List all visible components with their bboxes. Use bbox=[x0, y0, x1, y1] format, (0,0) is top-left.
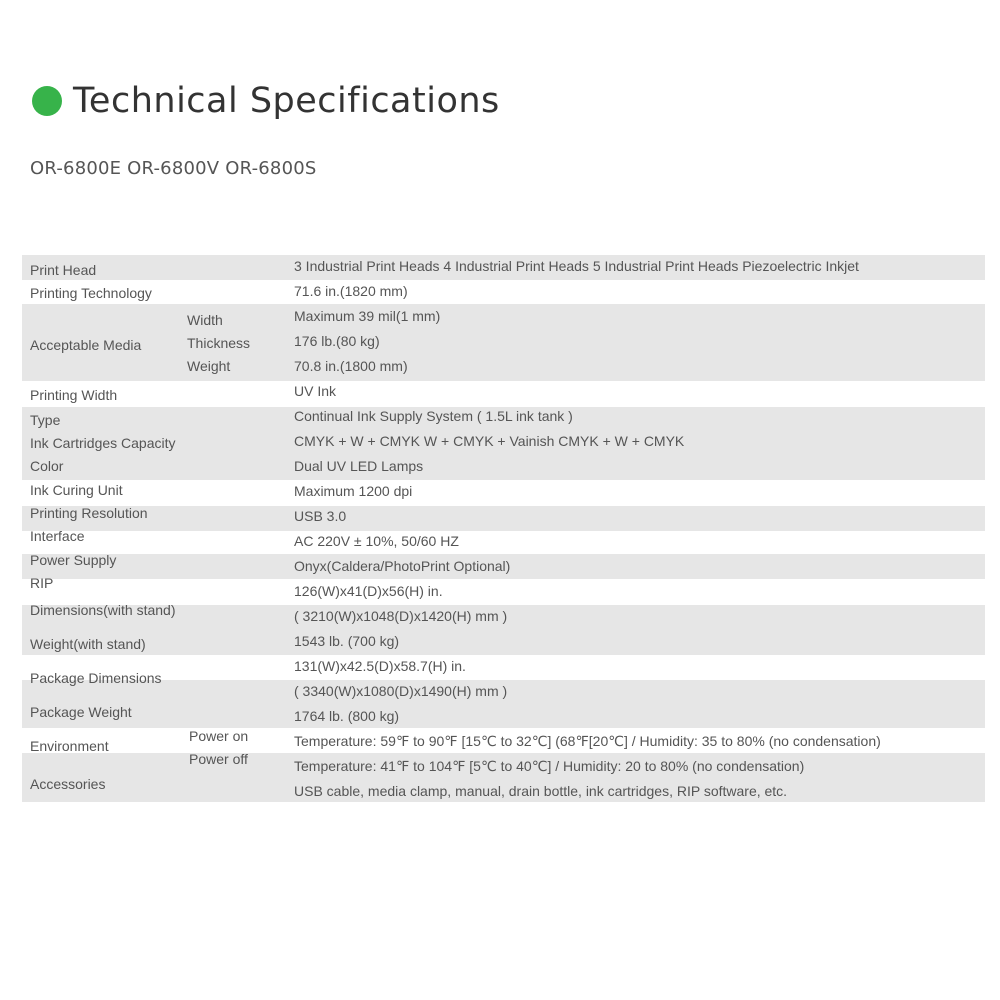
value-row: 70.8 in.(1800 mm) bbox=[294, 358, 408, 374]
label-acceptable-media: Acceptable Media bbox=[30, 337, 142, 353]
value-row: 176 lb.(80 kg) bbox=[294, 333, 380, 349]
value-row: ( 3210(W)x1048(D)x1420(H) mm ) bbox=[294, 608, 508, 624]
value-row: 131(W)x42.5(D)x58.7(H) in. bbox=[294, 658, 466, 674]
label-environment: Environment bbox=[30, 738, 109, 754]
label-package-dimensions: Package Dimensions bbox=[30, 670, 162, 686]
label-media-width: Width bbox=[187, 312, 223, 328]
title-bullet-dot bbox=[32, 86, 62, 116]
label-ink-cartridges-capacity: Ink Cartridges Capacity bbox=[30, 435, 176, 451]
label-ink-curing-unit: Ink Curing Unit bbox=[30, 482, 123, 498]
label-power-supply: Power Supply bbox=[30, 552, 117, 568]
label-printing-width: Printing Width bbox=[30, 387, 118, 403]
value-row: USB 3.0 bbox=[294, 508, 347, 524]
value-row: 1764 lb. (800 kg) bbox=[294, 708, 400, 724]
row-band-printing-resolution bbox=[22, 506, 985, 531]
row-band-acceptable-media bbox=[22, 304, 985, 381]
label-power-on: Power on bbox=[189, 728, 249, 744]
value-row: 1543 lb. (700 kg) bbox=[294, 633, 400, 649]
value-row: Maximum 39 mil(1 mm) bbox=[294, 308, 441, 324]
label-weight-with-stand: Weight(with stand) bbox=[30, 636, 146, 652]
value-row: 71.6 in.(1820 mm) bbox=[294, 283, 408, 299]
value-row: USB cable, media clamp, manual, drain bottle, ink cartridges, RIP software, etc. bbox=[294, 783, 788, 799]
value-row: Dual UV LED Lamps bbox=[294, 458, 424, 474]
value-row: Continual Ink Supply System ( 1.5L ink tank ) bbox=[294, 408, 573, 424]
label-printing-resolution: Printing Resolution bbox=[30, 505, 148, 521]
label-media-thickness: Thickness bbox=[187, 335, 251, 351]
value-row: Temperature: 59℉ to 90℉ [15℃ to 32℃] (68℉[20℃] / Humidity: 35 to 80% (no condensation) bbox=[294, 733, 881, 749]
label-type: Type bbox=[30, 412, 61, 428]
value-row: 3 Industrial Print Heads 4 Industrial Print Heads 5 Industrial Print Heads Piezoelectric Inkjet bbox=[294, 258, 859, 274]
value-row: Onyx(Caldera/PhotoPrint Optional) bbox=[294, 558, 511, 574]
value-row: 126(W)x41(D)x56(H) in. bbox=[294, 583, 443, 599]
label-printing-technology: Printing Technology bbox=[30, 285, 152, 301]
value-row: Temperature: 41℉ to 104℉ [5℃ to 40℃] / Humidity: 20 to 80% (no condensation) bbox=[294, 758, 805, 774]
label-rip: RIP bbox=[30, 575, 54, 591]
label-power-off: Power off bbox=[189, 751, 248, 767]
label-media-weight: Weight bbox=[187, 358, 231, 374]
value-row: Maximum 1200 dpi bbox=[294, 483, 413, 499]
label-package-weight: Package Weight bbox=[30, 704, 132, 720]
label-print-head: Print Head bbox=[30, 262, 97, 278]
label-accessories: Accessories bbox=[30, 776, 106, 792]
value-row: CMYK + W + CMYK W + CMYK + Vainish CMYK + W + CMYK bbox=[294, 433, 685, 449]
value-row: UV Ink bbox=[294, 383, 337, 399]
page-title: Technical Specifications bbox=[73, 81, 500, 121]
value-row: AC 220V ± 10%, 50/60 HZ bbox=[294, 533, 459, 549]
model-list: OR-6800E OR-6800V OR-6800S bbox=[30, 158, 317, 179]
label-interface: Interface bbox=[30, 528, 85, 544]
value-row: ( 3340(W)x1080(D)x1490(H) mm ) bbox=[294, 683, 508, 699]
label-color: Color bbox=[30, 458, 64, 474]
label-dimensions-with-stand: Dimensions(with stand) bbox=[30, 602, 176, 618]
